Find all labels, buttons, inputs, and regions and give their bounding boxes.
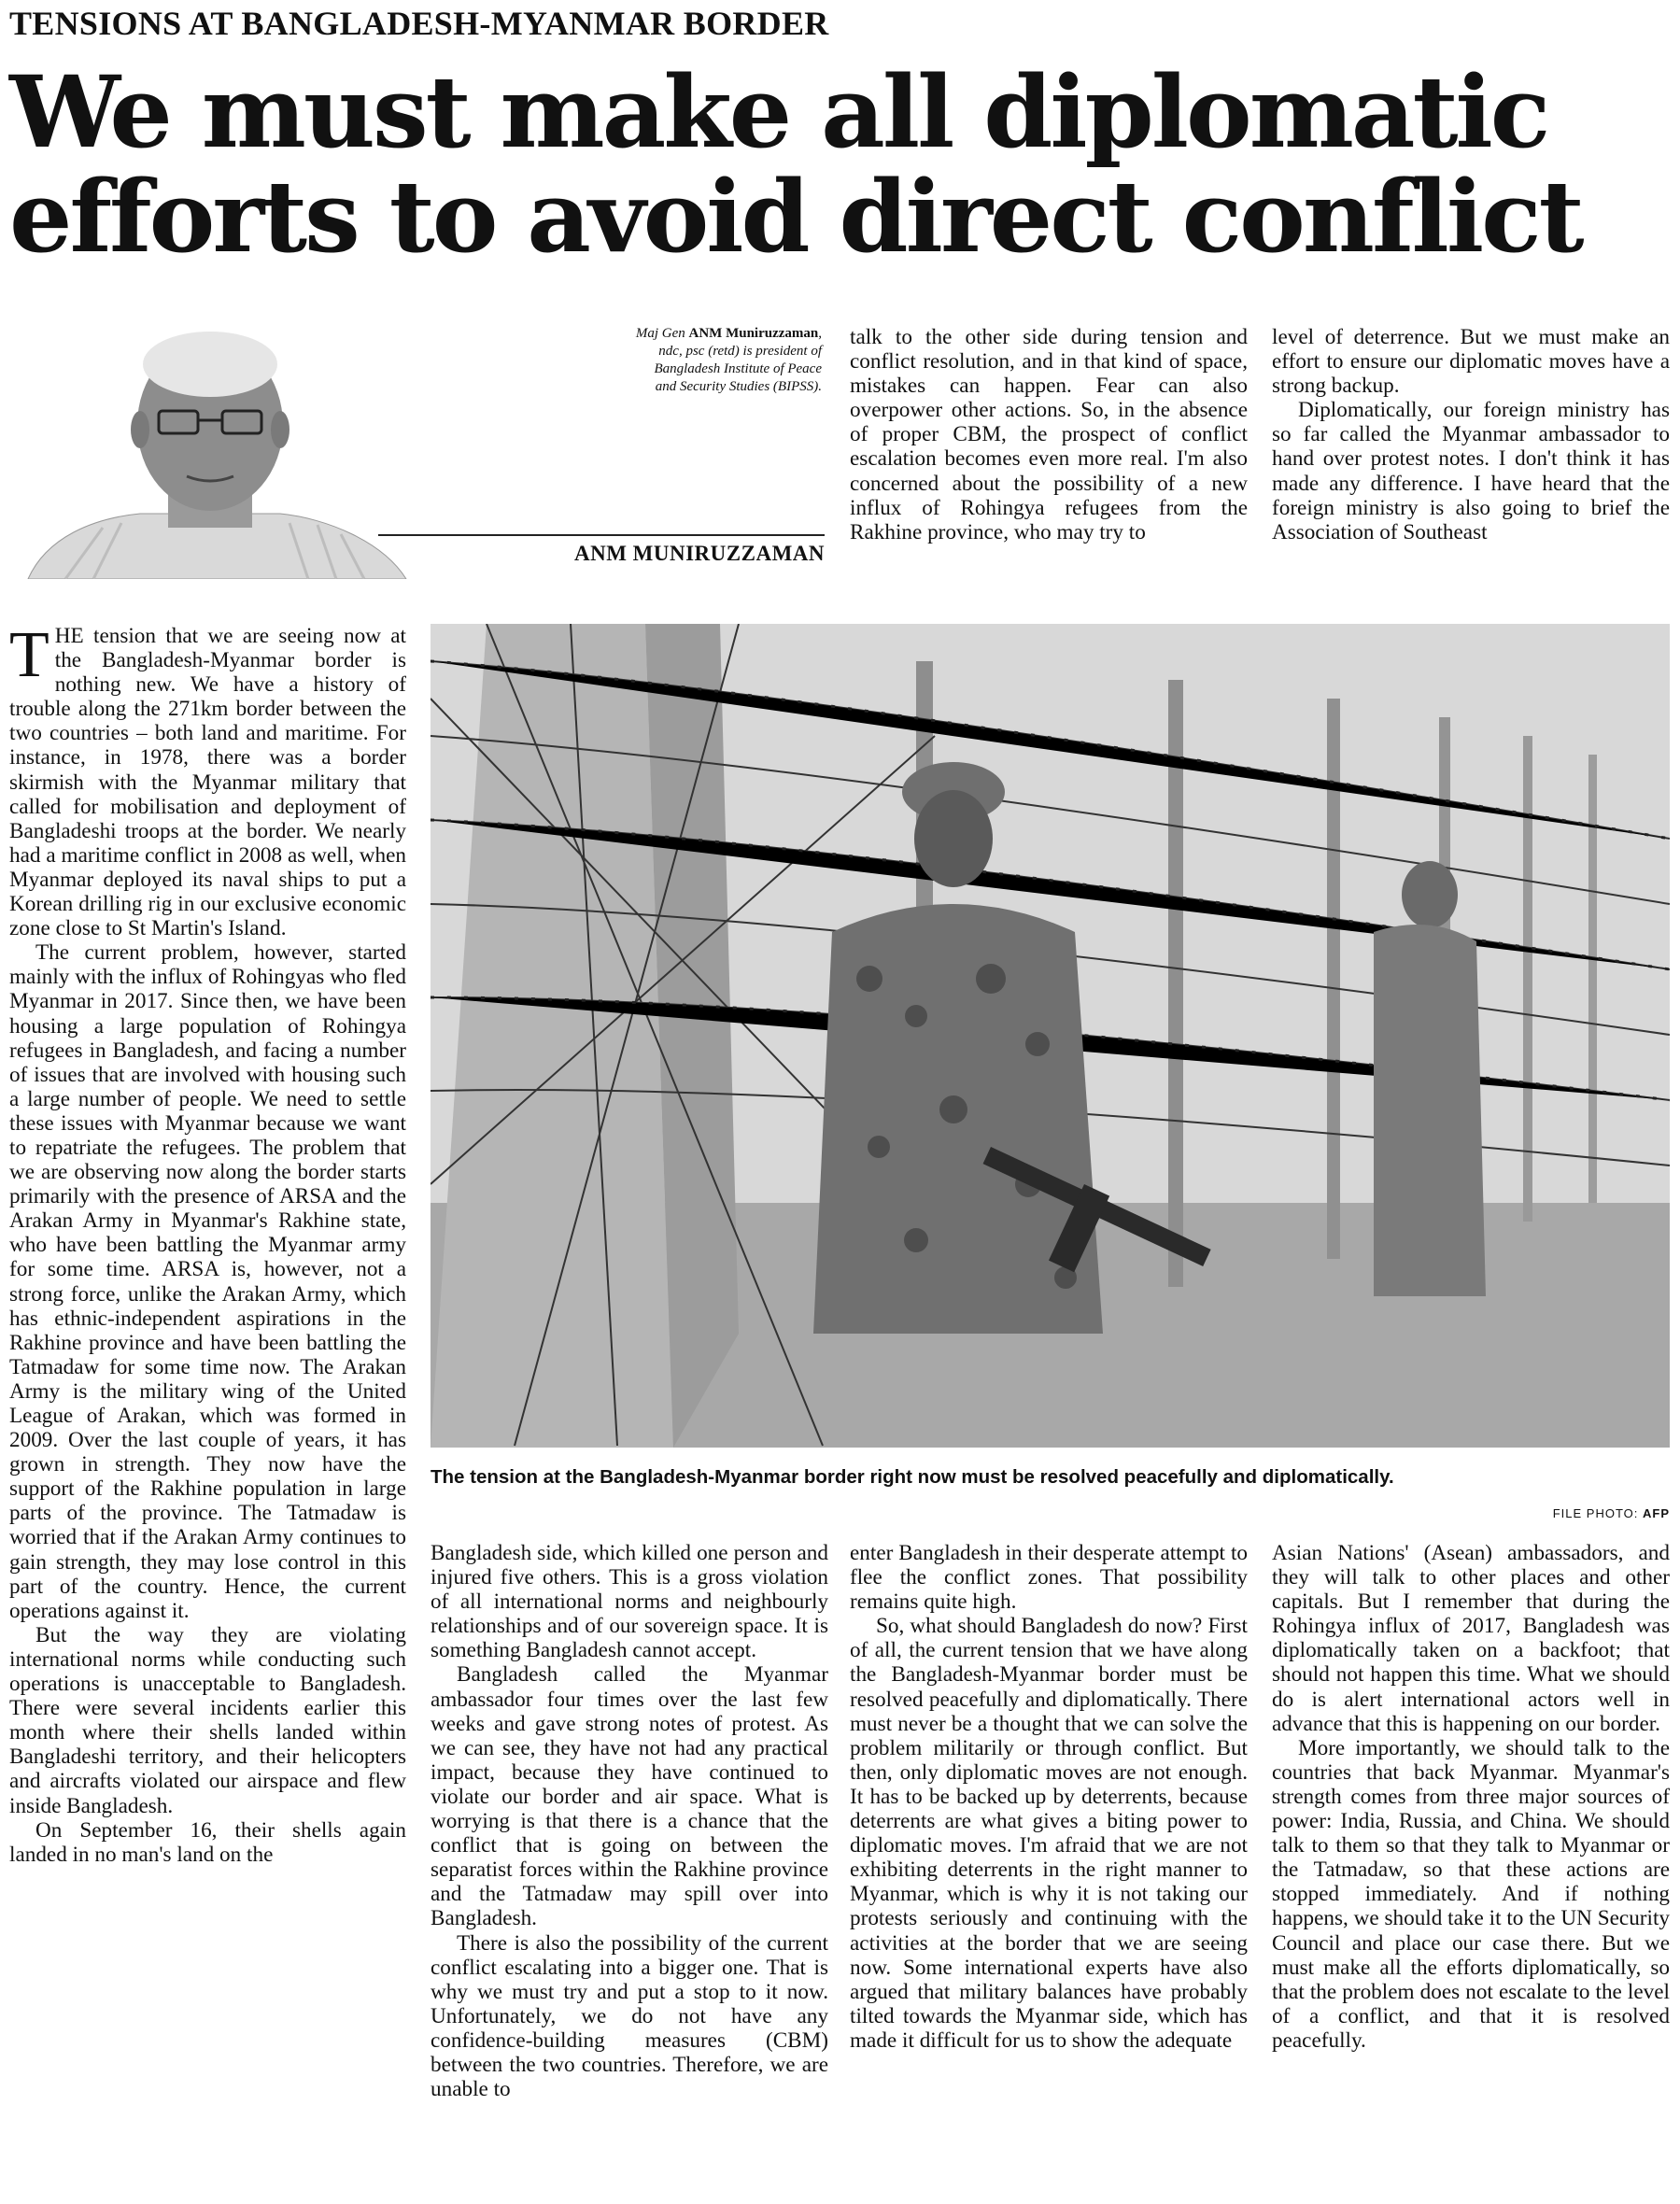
headline-line-1: We must make all diplomatic — [9, 53, 1548, 170]
paragraph: But the way they are violating international norms while conducting such operations is unacceptable to Bangladesh. There were several incidents earlier this month where their shells landed within Bangladeshi territory, and their helicopters and aircrafts violated our airspace and flew inside Bangladesh. — [9, 1622, 406, 1818]
author-bio-line-4: and Security Studies (BIPSS). — [655, 379, 822, 394]
headline-line-2: efforts to avoid direct conflict — [9, 158, 1582, 275]
paragraph-lead: THE tension that we are seeing now at the Bangladesh-Myanmar border is nothing new. We have a history of trouble along the 271km border between the two countries – both land and maritime. For instance, in 1978, there was a border skirmish with the Myanmar military that called for mobilisation and deployment of Bangladeshi troops at the border. We nearly had a maritime conflict in 2008 as well, when Myanmar deployed its naval ships to put a Korean drilling rig in our exclusive economic zone close to St Martin's Island. — [9, 619, 406, 941]
drop-cap: T — [9, 619, 49, 691]
top-column-3 — [1272, 325, 1670, 544]
paragraph: enter Bangladesh in their desperate attempt to flee the conflict zones. That possibility remains quite high. — [850, 1541, 1248, 1615]
paragraph: Bangladesh called the Myanmar ambassador four times over the last few weeks and gave strong notes of protest. As we can see, they have not had any practical impact, because they have continued to violate our border and air space. What is worrying is that there is a chance that the conflict that is going on between the separatist forces within the Rakhine province and the Tatmadaw may spill over into Bangladesh. — [431, 1662, 828, 1931]
paragraph: talk to the other side during tension and conflict resolution, and in that kind of space, mistakes can happen. Fear can also overpower other actions. So, in the absence of proper CBM, the prospect of conflict escalation becomes even more real. I'm also concerned about the possibility of a new influx of Rohingya refugees from the Rakhine province, who may try to — [850, 325, 1248, 544]
photo-credit: FILE PHOTO: AFP — [1552, 1506, 1670, 1520]
column-4 — [1272, 1541, 1670, 2053]
byline-rule — [378, 534, 825, 536]
paragraph: So, what should Bangladesh do now? First of all, the current tension that we have along the Bangladesh-Myanmar border must be resolved peacefully and diplomatically. There must never be a thought that we can solve the problem militarily or through conflict. But then, only diplomatic moves are not enough. It has to be backed up by deterrents, because deterrents are what gives a biting power to diplomatic moves. I'm afraid that we are not exhibiting deterrents in the right manner to Myanmar, which is why it is not taking our protests seriously and continuing with the activities at the border that we are seeing now. Some international experts have also argued that military balances have probably tilted towards the Myanmar side, which has made it difficult for us to show the adequate — [850, 1614, 1248, 2053]
column-3 — [850, 1541, 1248, 2053]
author-portrait — [9, 327, 411, 579]
column-1 — [9, 619, 406, 1867]
border-fence-photo — [431, 624, 1670, 1448]
author-bio-line-3: Bangladesh Institute of Peace — [654, 361, 822, 376]
paragraph: The current problem, however, started mainly with the influx of Rohingyas who fled Myanmar in 2017. Since then, we have been housing a large population of Rohingya refugees in Bangladesh, and facing a number of issues that are involved with housing such a large number of people. We need to settle these issues with Myanmar because we want to repatriate the refugees. The problem that we are observing now along the border starts primarily with the presence of ARSA and the Arakan Army in Myanmar's Rakhine state, who have been battling the Myanmar army for some time. ARSA is, however, not a strong force, unlike the Arakan Army, which has ethnic-independent aspirations in the Rakhine province and have been battling the Tatmadaw for some time now. The Arakan Army is the military wing of the United League of Arakan, which was formed in 2009. Over the last couple of years, it has grown in strength. They now have the support of the Rakhine population in large parts of the province. The Tatmadaw is worried that if the Arakan Army continues to gain strength, they may lose control in this part of the country. Hence, the current operations against it. — [9, 940, 406, 1623]
author-bio-line-2: ndc, psc (retd) is president of — [658, 344, 822, 359]
section-kicker: TENSIONS AT BANGLADESH-MYANMAR BORDER — [9, 5, 829, 42]
article-photo — [431, 624, 1670, 1448]
paragraph: level of deterrence. But we must make an effort to ensure our diplomatic moves have a strong backup. — [1272, 325, 1670, 399]
paragraph: More importantly, we should talk to the countries that back Myanmar. Myanmar's strength comes from three major sources of power: India, Russia, and China. We should talk to them so that they talk to Myanmar or the Tatmadaw, so that these actions are stopped immediately. And if nothing happens, we should take it to the UN Security Council and place our case there. But we must make all the efforts diplomatically, so that the problem does not escalate to the level of a conflict, and that it is resolved peacefully. — [1272, 1735, 1670, 2053]
author-byline: ANM MUNIRUZZAMAN — [574, 542, 825, 565]
top-column-2 — [850, 325, 1248, 544]
paragraph: Bangladesh side, which killed one person and injured five others. This is a gross violation of all international norms and neighbourly relationships and of our sovereign space. It is something Bangladesh cannot accept. — [431, 1541, 828, 1663]
paragraph: Asian Nations' (Asean) ambassadors, and they will talk to other places and other capitals. But I remember that during the Rohingya influx of 2017, Bangladesh was diplomatically taken on a backfoot; that should not happen this time. What we should do is alert international actors well in advance that this is happening on our border. — [1272, 1541, 1670, 1736]
headline — [9, 53, 1672, 275]
paragraph: On September 16, their shells again landed in no man's land on the — [9, 1817, 406, 1867]
column-2 — [431, 1541, 828, 2101]
author-bio-line-1: Maj Gen ANM Muniruzzaman, — [635, 326, 822, 341]
photo-caption: The tension at the Bangladesh-Myanmar border right now must be resolved peacefully and diplomatically. — [431, 1466, 1394, 1488]
paragraph: There is also the possibility of the current conflict escalating into a bigger one. That is why we must try and put a stop to it now. Unfortunately, we do not have any confidence-building measures (CBM) between the two countries. Therefore, we are unable to — [431, 1930, 828, 2102]
paragraph: Diplomatically, our foreign ministry has so far called the Myanmar ambassador to hand over protest notes. I don't think it has made any difference. I have heard that the foreign ministry is also going to brief the Association of Southeast — [1272, 398, 1670, 544]
author-portrait-image — [9, 327, 411, 579]
author-bio — [486, 325, 822, 396]
